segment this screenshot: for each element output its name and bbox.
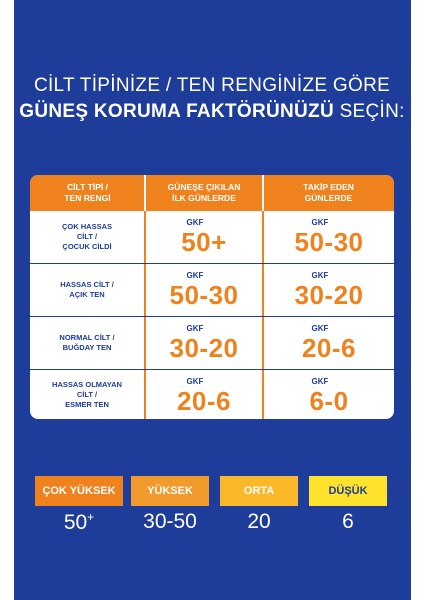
level-range-low: 6 [342,510,354,533]
gkf-label: GKF [311,271,329,280]
header-later-days: TAKİP EDEN GÜNLERDE [303,182,354,203]
gkf-label: GKF [186,324,204,333]
first-days-cell [146,264,262,316]
spf-value: 20-6 [301,333,357,363]
level-badge-very-high: ÇOK YÜKSEK [35,476,123,506]
spf-value: 30-20 [294,280,364,310]
later-days-cell [264,317,394,369]
level-range-very-high: 50+ [63,510,95,534]
spf-value: 50-30 [169,280,239,310]
first-days-cell [146,317,262,369]
header-skin-type: CİLT TİPİ / TEN RENGİ [64,182,111,203]
spf-value: 6-0 [309,386,349,416]
level-badge-low: DÜŞÜK [309,476,387,506]
table-header [30,175,394,211]
first-days-cell [146,370,262,419]
spf-value: 30-20 [169,333,239,363]
level-badge-high: YÜKSEK [131,476,209,506]
heading-line-2-rest: SEÇİN: [333,101,405,122]
spf-table [30,175,394,419]
table-row [30,264,394,316]
level-range-medium: 20 [247,510,271,533]
table-row [30,370,394,419]
heading-line-2-bold: GÜNEŞ KORUMA FAKTÖRÜNÜZÜ [19,101,334,122]
gkf-label: GKF [311,324,329,333]
gkf-label: GKF [311,218,329,227]
skin-type-cell: HASSAS OLMAYAN CİLT / ESMER TEN [52,379,122,409]
skin-type-cell: HASSAS CİLT / AÇIK TEN [60,280,114,299]
gkf-label: GKF [186,271,204,280]
skin-type-cell: ÇOK HASSAS CİLT / ÇOCUK CİLDİ [61,222,112,251]
first-days-cell [146,211,262,263]
spf-value: 20-6 [176,386,232,416]
later-days-cell [264,264,394,316]
later-days-cell [264,370,394,419]
level-badge-medium: ORTA [220,476,298,506]
gkf-label: GKF [186,218,204,227]
skin-type-cell: NORMAL CİLT / BUĞDAY TEN [59,333,115,352]
table-row [30,211,394,263]
level-range-high: 30-50 [143,510,197,533]
later-days-cell [264,211,394,263]
spf-value: 50-30 [294,227,364,257]
spf-value: 50+ [181,227,227,257]
header-first-days: GÜNEŞE ÇIKILAN İLK GÜNLERDE [167,182,241,203]
gkf-label: GKF [186,377,204,386]
heading-line-1: CİLT TİPİNİZE / TEN RENGİNİZE GÖRE [33,75,391,96]
table-row [30,317,394,369]
heading-line-2 [0,101,424,123]
gkf-label: GKF [311,377,329,386]
